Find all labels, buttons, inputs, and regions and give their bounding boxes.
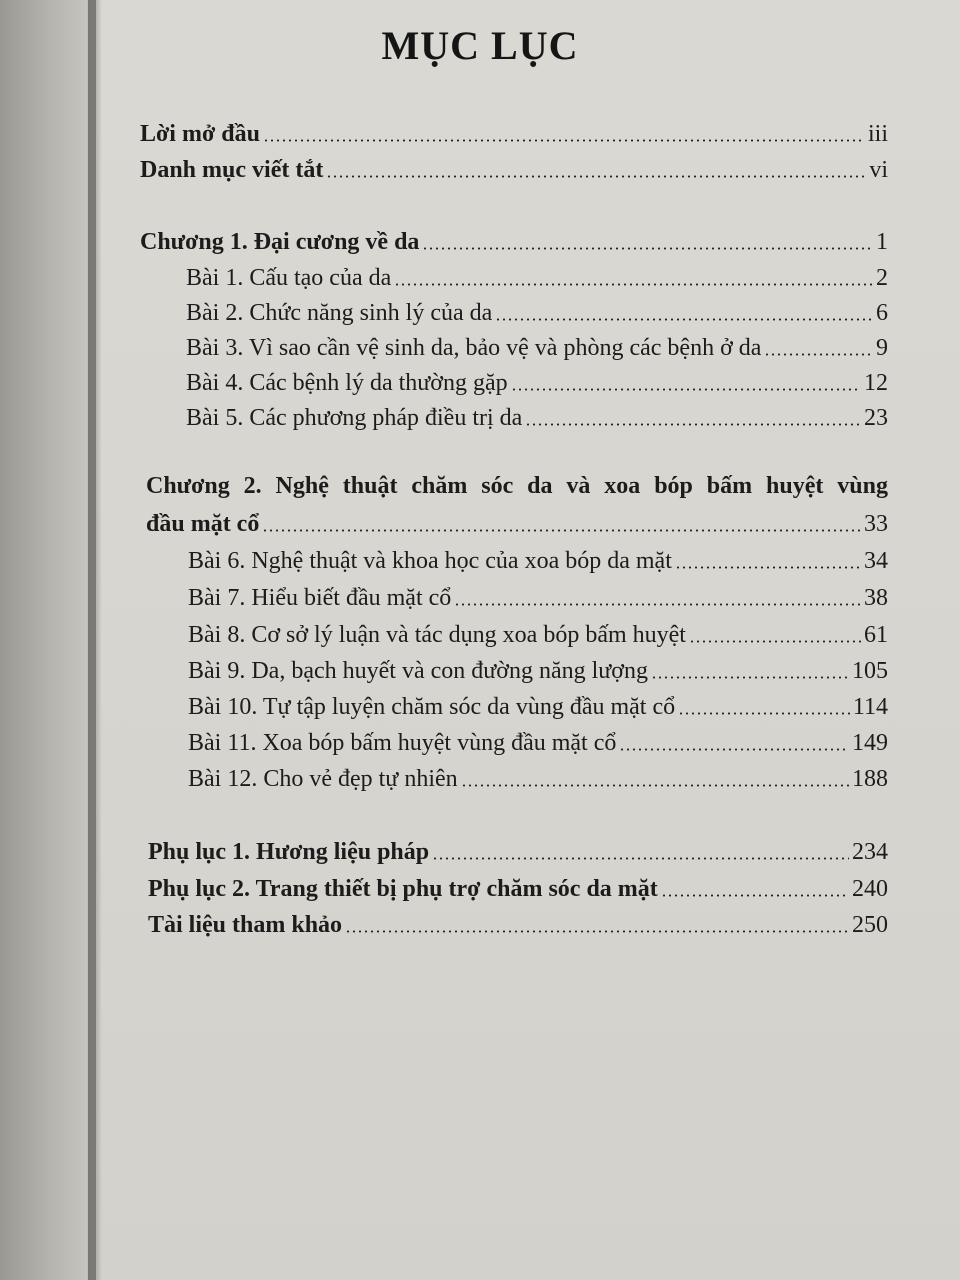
toc-appendix-2 bbox=[148, 873, 888, 905]
toc-entry-page: 240 bbox=[852, 876, 888, 902]
toc-lesson-2 bbox=[186, 297, 888, 329]
dot-leader bbox=[432, 857, 849, 860]
toc-lesson-10 bbox=[188, 691, 888, 723]
dot-leader bbox=[495, 318, 873, 321]
toc-entry-label: Bài 6. Nghệ thuật và khoa học của xoa bóp da mặt bbox=[188, 548, 672, 574]
dot-leader bbox=[689, 640, 861, 643]
toc-entry-abbreviations bbox=[140, 154, 888, 186]
toc-entry-label: Bài 1. Cấu tạo của da bbox=[186, 265, 392, 291]
toc-lesson-4 bbox=[186, 367, 888, 399]
toc-lesson-1 bbox=[186, 262, 888, 294]
toc-entry-label: Chương 1. Đại cương về da bbox=[140, 229, 420, 255]
toc-entry-label: Bài 11. Xoa bóp bấm huyệt vùng đầu mặt cổ bbox=[188, 730, 617, 756]
toc-entry-page: 105 bbox=[852, 658, 888, 684]
toc-lesson-5 bbox=[186, 402, 888, 434]
toc-lesson-8 bbox=[188, 619, 888, 651]
book-gutter bbox=[88, 0, 102, 1280]
dot-leader bbox=[764, 353, 873, 356]
toc-entry-label: Bài 2. Chức năng sinh lý của da bbox=[186, 300, 493, 326]
toc-entry-label: Bài 7. Hiểu biết đầu mặt cổ bbox=[188, 585, 452, 611]
previous-page-edge bbox=[0, 0, 96, 1280]
toc-appendix-1 bbox=[148, 836, 888, 868]
toc-entry-page: 1 bbox=[876, 229, 888, 255]
toc-entry-page: 33 bbox=[864, 511, 888, 537]
dot-leader bbox=[454, 603, 861, 606]
dot-leader bbox=[525, 423, 861, 426]
toc-chapter-2-title: Chương 2. Nghệ thuật chăm sóc da và xoa bóp bấm huyệt vùng bbox=[146, 473, 888, 499]
toc-chapter-1 bbox=[140, 226, 888, 258]
dot-leader bbox=[394, 283, 873, 286]
toc-references bbox=[148, 909, 888, 941]
toc-entry-page: 38 bbox=[864, 585, 888, 611]
toc-entry-page: 149 bbox=[852, 730, 888, 756]
toc-lesson-6 bbox=[188, 545, 888, 577]
toc-lesson-9 bbox=[188, 655, 888, 687]
dot-leader bbox=[651, 676, 849, 679]
dot-leader bbox=[511, 388, 861, 391]
toc-entry-preface bbox=[140, 118, 888, 150]
dot-leader bbox=[678, 712, 850, 715]
toc-entry-label: Bài 4. Các bệnh lý da thường gặp bbox=[186, 370, 508, 396]
toc-entry-label: Bài 3. Vì sao cần vệ sinh da, bảo vệ và phòng các bệnh ở da bbox=[186, 335, 762, 361]
toc-entry-label: Phụ lục 2. Trang thiết bị phụ trợ chăm sóc da mặt bbox=[148, 876, 658, 902]
toc-entry-page: 234 bbox=[852, 839, 888, 865]
toc-entry-label: Bài 12. Cho vẻ đẹp tự nhiên bbox=[188, 766, 458, 792]
toc-entry-page: 9 bbox=[876, 335, 888, 361]
toc-entry-label: Tài liệu tham khảo bbox=[148, 912, 343, 938]
toc-lesson-7 bbox=[188, 582, 888, 614]
dot-leader bbox=[422, 247, 873, 250]
toc-lesson-3 bbox=[186, 332, 888, 364]
toc-entry-page: 23 bbox=[864, 405, 888, 431]
toc-chapter-2 bbox=[146, 508, 888, 540]
toc-entry-page: 61 bbox=[864, 622, 888, 648]
dot-leader bbox=[675, 566, 861, 569]
dot-leader bbox=[345, 930, 849, 933]
toc-entry-page: 250 bbox=[852, 912, 888, 938]
dot-leader bbox=[461, 784, 849, 787]
toc-entry-page: 114 bbox=[852, 694, 888, 720]
dot-leader bbox=[326, 175, 866, 178]
dot-leader bbox=[619, 748, 849, 751]
toc-entry-page: 12 bbox=[864, 370, 888, 396]
page-title: MỤC LỤC bbox=[381, 23, 579, 68]
toc-entry-label: đầu mặt cổ bbox=[146, 511, 260, 537]
toc-entry-page: 2 bbox=[876, 265, 888, 291]
toc-entry-label: Lời mở đầu bbox=[140, 121, 260, 147]
toc-lesson-11 bbox=[188, 727, 888, 759]
dot-leader bbox=[263, 139, 865, 142]
toc-entry-page: 188 bbox=[852, 766, 888, 792]
toc-entry-label: Phụ lục 1. Hương liệu pháp bbox=[148, 839, 430, 865]
toc-entry-page: 34 bbox=[864, 548, 888, 574]
toc-entry-label: Bài 10. Tự tập luyện chăm sóc da vùng đầu mặt cổ bbox=[188, 694, 676, 720]
toc-entry-page: vi bbox=[869, 157, 888, 183]
toc-lesson-12 bbox=[188, 763, 888, 795]
toc-entry-label: Danh mục viết tắt bbox=[140, 157, 324, 183]
toc-entry-label: Bài 8. Cơ sở lý luận và tác dụng xoa bóp bấm huyệt bbox=[188, 622, 686, 648]
toc-entry-label: Bài 9. Da, bạch huyết và con đường năng lượng bbox=[188, 658, 648, 684]
toc-entry-page: 6 bbox=[876, 300, 888, 326]
dot-leader bbox=[262, 529, 861, 532]
toc-entry-label: Bài 5. Các phương pháp điều trị da bbox=[186, 405, 523, 431]
dot-leader bbox=[661, 894, 849, 897]
toc-entry-page: iii bbox=[867, 121, 888, 147]
